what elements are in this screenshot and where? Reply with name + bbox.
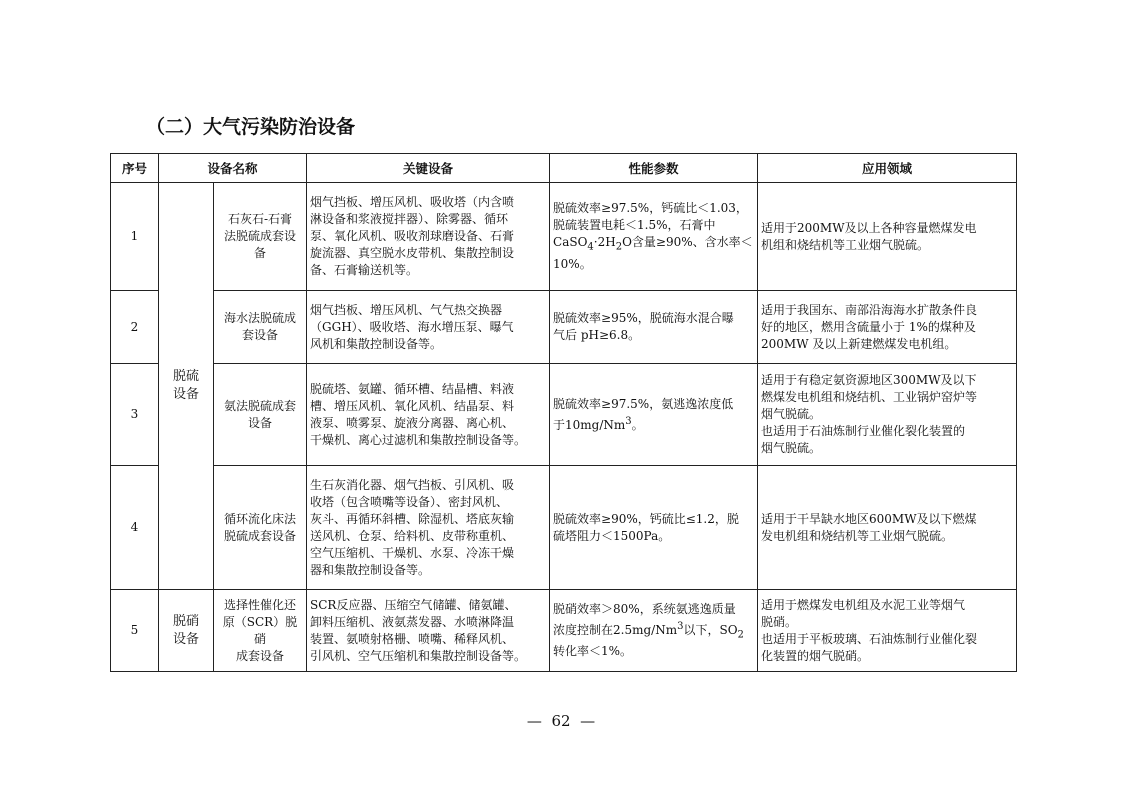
- table-row: [111, 291, 1017, 364]
- application-field: 适用于200MW及以上各种容量燃煤发电 机组和烧结机等工业烟气脱硫。: [758, 183, 1017, 291]
- table-row: [111, 466, 1017, 590]
- equipment-name: 循环流化床法 脱硫成套设备: [214, 466, 307, 590]
- performance-params: 脱硝效率＞80%，系统氨逃逸质量 浓度控制在2.5mg/Nm$^3$以下，$SO_2$ 转化率＜1%。: [550, 590, 758, 672]
- table-row: [111, 364, 1017, 466]
- key-equipment: 脱硫塔、氨罐、循环槽、结晶槽、料液 槽、增压风机、氧化风机、结晶泵、料 液泵、喷雾泵、旋液分离器、离心机、 干燥机、离心过滤机和集散控制设备等。: [307, 364, 550, 466]
- performance-params: 脱硫效率≥97.5%，钙硫比＜1.03， 脱硫装置电耗＜1.5%，石膏中 $CaSO_4\cdot 2H_2O$含量≥90%、含水率＜ 10%。: [550, 183, 758, 291]
- equipment-name: 海水法脱硫成 套设备: [214, 291, 307, 364]
- key-equipment: 生石灰消化器、烟气挡板、引风机、吸 收塔（包含喷嘴等设备）、密封风机、 灰斗、再循环斜槽、除湿机、塔底灰输 送风机、仓泵、给料机、皮带称重机、 空气压缩机、干燥机、水泵、冷冻干燥 器和集散控制设备等。: [307, 466, 550, 590]
- group-desulfurization: 脱硫 设备: [159, 183, 214, 590]
- section-title: （二）大气污染防治设备: [146, 116, 356, 138]
- equipment-name: 石灰石-石膏 法脱硫成套设 备: [214, 183, 307, 291]
- key-equipment: SCR反应器、压缩空气储罐、储氨罐、 卸料压缩机、液氨蒸发器、水喷淋降温 装置、氨喷射格栅、喷嘴、稀释风机、 引风机、空气压缩机和集散控制设备等。: [307, 590, 550, 672]
- row-number: 3: [111, 364, 159, 466]
- table-row: [111, 590, 1017, 672]
- performance-params: 脱硫效率≥97.5%，氨逃逸浓度低 于10mg/Nm$^3$。: [550, 364, 758, 466]
- header-equipment-name: 设备名称: [159, 154, 307, 183]
- row-number: 2: [111, 291, 159, 364]
- application-field: 适用于干旱缺水地区600MW及以下燃煤 发电机组和烧结机等工业烟气脱硫。: [758, 466, 1017, 590]
- table-row: [111, 183, 1017, 291]
- row-number: 4: [111, 466, 159, 590]
- equipment-name: 氨法脱硫成套 设备: [214, 364, 307, 466]
- equipment-name: 选择性催化还 原（SCR）脱硝 成套设备: [214, 590, 307, 672]
- group-denitrification: 脱硝 设备: [159, 590, 214, 672]
- application-field: 适用于有稳定氨资源地区300MW及以下 燃煤发电机组和烧结机、工业锅炉窑炉等 烟气脱硫。 也适用于石油炼制行业催化裂化装置的 烟气脱硫。: [758, 364, 1017, 466]
- application-field: 适用于我国东、南部沿海海水扩散条件良 好的地区，燃用含硫量小于 1%的煤种及 200MW 及以上新建燃煤发电机组。: [758, 291, 1017, 364]
- key-equipment: 烟气挡板、增压风机、吸收塔（内含喷 淋设备和浆液搅拌器）、除雾器、循环 泵、氧化风机、吸收剂球磨设备、石膏 旋流器、真空脱水皮带机、集散控制设 备、石膏输送机等。: [307, 183, 550, 291]
- header-key-equipment: 关键设备: [307, 154, 550, 183]
- performance-params: 脱硫效率≥95%，脱硫海水混合曝 气后 pH≥6.8。: [550, 291, 758, 364]
- header-no: 序号: [111, 154, 159, 183]
- row-number: 1: [111, 183, 159, 291]
- header-performance: 性能参数: [550, 154, 758, 183]
- key-equipment: 烟气挡板、增压风机、气气热交换器 （GGH）、吸收塔、海水增压泵、曝气 风机和集散控制设备等。: [307, 291, 550, 364]
- row-number: 5: [111, 590, 159, 672]
- application-field: 适用于燃煤发电机组及水泥工业等烟气 脱硝。 也适用于平板玻璃、石油炼制行业催化裂 化装置的烟气脱硝。: [758, 590, 1017, 672]
- page-number: — 62 —: [526, 712, 596, 730]
- header-application: 应用领域: [758, 154, 1017, 183]
- table-header-row: [111, 154, 1017, 183]
- equipment-table: [110, 153, 1017, 672]
- performance-params: 脱硫效率≥90%，钙硫比≤1.2，脱 硫塔阻力＜1500Pa。: [550, 466, 758, 590]
